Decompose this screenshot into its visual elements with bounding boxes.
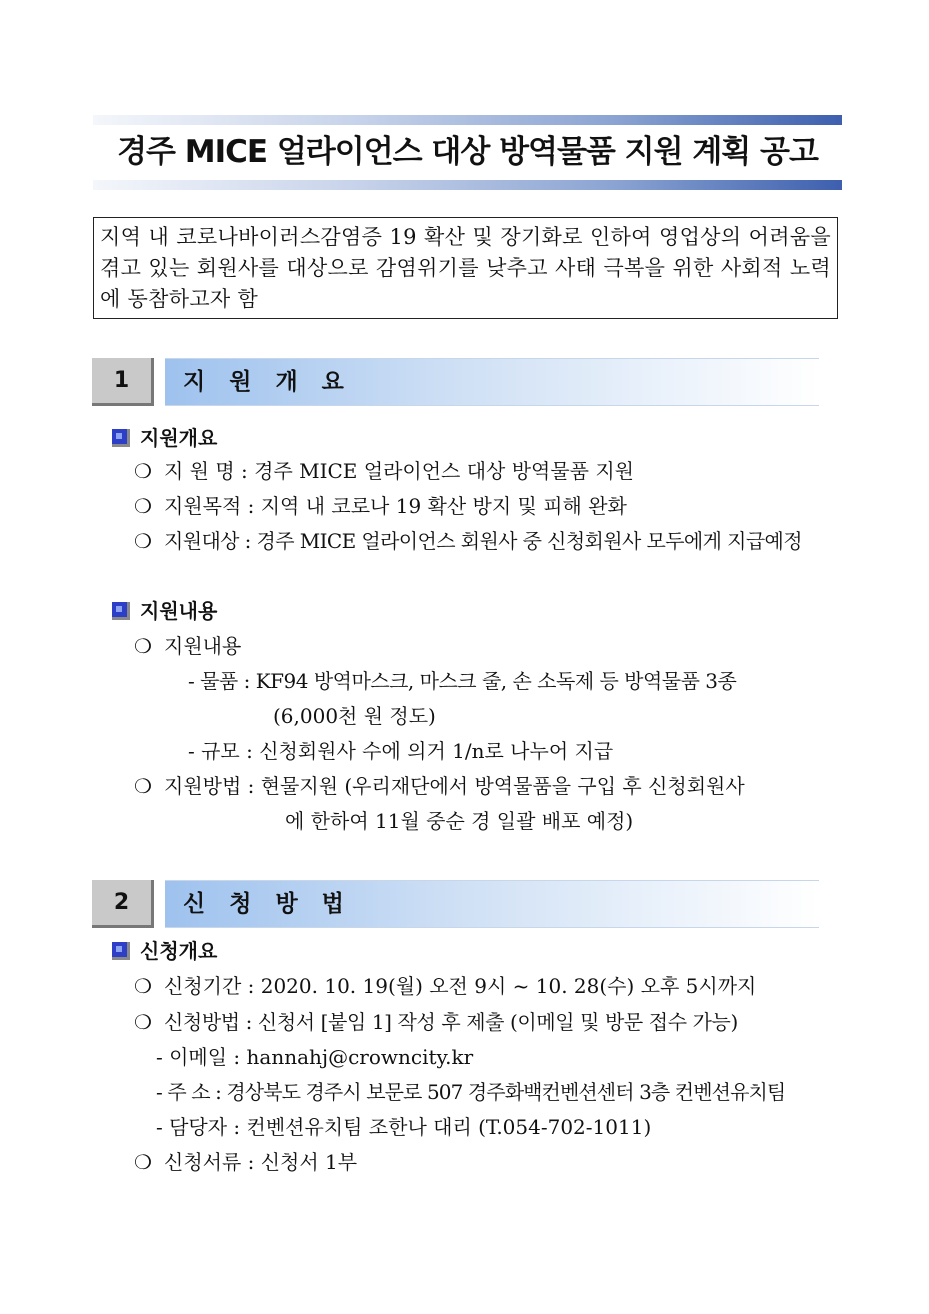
section-1-title: 지 원 개 요: [183, 369, 352, 395]
list-item: [134, 457, 634, 485]
title-top-rule: [93, 115, 842, 125]
section-2-header: [92, 880, 819, 928]
sub-list-item: - 물품 : KF94 방역마스크, 마스크 줄, 손 소독제 등 방역물품 3종: [188, 669, 737, 693]
list-item-continued: 에 한하여 11월 중순 경 일괄 배포 예정): [285, 809, 634, 833]
circle-bullet-icon: ❍: [134, 494, 152, 518]
square-bullet-icon: [112, 602, 130, 620]
list-item: [134, 1008, 738, 1036]
section-1-number: 1: [92, 358, 154, 406]
title-bottom-rule: [93, 180, 842, 190]
sub-list-item: - 담당자 : 컨벤션유치팀 조한나 대리 (T.054-702-1011): [156, 1115, 652, 1139]
list-item: [134, 527, 802, 555]
list-item-text: 지 원 명 : 경주 MICE 얼라이언스 대상 방역물품 지원: [164, 459, 634, 483]
intro-box: 지역 내 코로나바이러스감염증 19 확산 및 장기화로 인하여 영업상의 어려움을 겪고 있는 회원사를 대상으로 감염위기를 낮추고 사태 극복을 위한 사회적 노력에 동참하고자 함: [93, 217, 838, 319]
list-item-text: 신청서류 : 신청서 1부: [164, 1150, 358, 1174]
circle-bullet-icon: ❍: [134, 774, 152, 798]
list-item-text: 지원목적 : 지역 내 코로나 19 확산 방지 및 피해 완화: [164, 494, 627, 518]
list-item: [134, 1148, 357, 1176]
sub-list-item: - 이메일 : hannahj@crowncity.kr: [156, 1045, 474, 1069]
square-bullet-icon: [112, 942, 130, 960]
section-2-number: 2: [92, 880, 154, 928]
subsection-label: 신청개요: [140, 939, 218, 963]
sub-list-item: - 규모 : 신청회원사 수에 의거 1/n로 나누어 지급: [188, 739, 614, 763]
sub-list-item: - 주 소 : 경상북도 경주시 보문로 507 경주화백컨벤션센터 3층 컨벤션유치팀: [156, 1080, 786, 1104]
list-item-text: 지원내용: [164, 634, 242, 658]
document-title: 경주 MICE 얼라이언스 대상 방역물품 지원 계획 공고: [117, 134, 818, 170]
list-item-text: 신청기간 : 2020. 10. 19(월) 오전 9시 ~ 10. 28(수) 오후 5시까지: [164, 974, 757, 998]
section-1-header: [92, 358, 819, 406]
circle-bullet-icon: ❍: [134, 974, 152, 998]
list-item: [134, 632, 241, 660]
circle-bullet-icon: ❍: [134, 459, 152, 483]
list-item: [134, 772, 745, 800]
circle-bullet-icon: ❍: [134, 529, 152, 553]
sub-list-item-continued: (6,000천 원 정도): [273, 704, 436, 728]
square-bullet-icon: [112, 429, 130, 447]
subsection-label: 지원개요: [140, 426, 218, 450]
section-2-title: 신 청 방 법: [183, 891, 352, 917]
subsection-label: 지원내용: [140, 599, 218, 623]
list-item-text: 지원대상 : 경주 MICE 얼라이언스 회원사 중 신청회원사 모두에게 지급예정: [164, 529, 802, 553]
list-item-text: 신청방법 : 신청서 [붙임 1] 작성 후 제출 (이메일 및 방문 접수 가능): [164, 1010, 738, 1034]
list-item: [134, 972, 756, 1000]
list-item: [134, 492, 627, 520]
section-1-bar: [165, 358, 819, 406]
circle-bullet-icon: ❍: [134, 1150, 152, 1174]
circle-bullet-icon: ❍: [134, 1010, 152, 1034]
circle-bullet-icon: ❍: [134, 634, 152, 658]
list-item-text: 지원방법 : 현물지원 (우리재단에서 방역물품을 구입 후 신청회원사: [164, 774, 745, 798]
section-2-bar: [165, 880, 819, 928]
